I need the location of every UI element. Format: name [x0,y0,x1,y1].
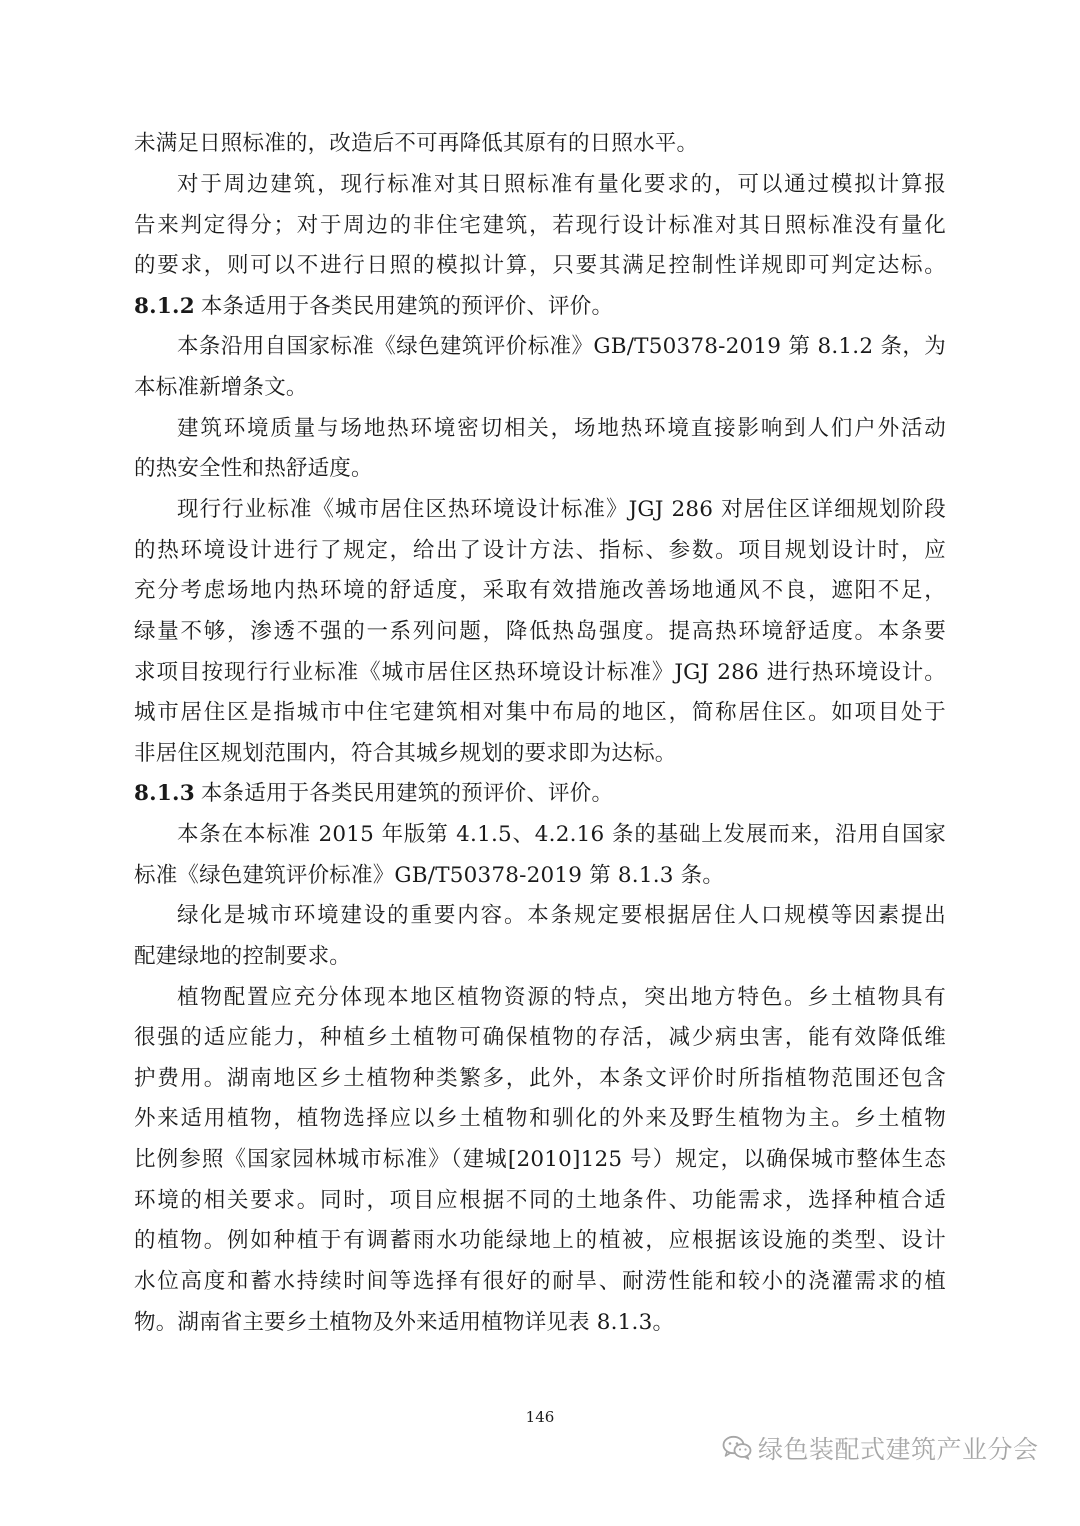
wechat-icon [722,1435,752,1461]
text-line: 城市居住区是指城市中住宅建筑相对集中布局的地区，简称居住区。如项目处于 [134,700,946,725]
text-line: 告来判定得分；对于周边的非住宅建筑，若现行设计标准对其日照标准没有量化 [134,213,946,238]
watermark-text: 绿色装配式建筑产业分会 [758,1435,1039,1464]
text-line: 本条沿用自国家标准《绿色建筑评价标准》GB/T50378-2019 第 8.1.2 条，为 [177,334,946,359]
text-line: 植物配置应充分体现本地区植物资源的特点，突出地方特色。乡土植物具有 [177,985,946,1010]
text-line: 标准《绿色建筑评价标准》GB/T50378-2019 第 8.1.3 条。 [134,863,725,888]
text-line: 外来适用植物，植物选择应以乡土植物和驯化的外来及野生植物为主。乡土植物 [134,1106,946,1131]
text-line: 本标准新增条文。 [134,375,308,400]
text-line: 的要求，则可以不进行日照的模拟计算，只要其满足控制性详规即可判定达标。 [134,253,946,278]
text-line: 绿化是城市环境建设的重要内容。本条规定要根据居住人口规模等因素提出 [177,903,946,928]
clause-text: 本条适用于各类民用建筑的预评价、评价。 [200,781,614,806]
text-line: 比例参照《国家园林城市标准》（建城[2010]125 号）规定，以确保城市整体生态 [134,1147,946,1172]
text-line: 对于周边建筑，现行标准对其日照标准有量化要求的，可以通过模拟计算报 [177,172,946,197]
text-line: 本条在本标准 2015 年版第 4.1.5、4.2.16 条的基础上发展而来，沿用自国家 [177,822,946,847]
text-line: 的植物。例如种植于有调蓄雨水功能绿地上的植被，应根据该设施的类型、设计 [134,1228,946,1253]
text-line: 的热环境设计进行了规定，给出了设计方法、指标、参数。项目规划设计时，应 [134,538,946,563]
text-line: 配建绿地的控制要求。 [134,944,352,969]
page-number: 146 [525,1408,555,1426]
text-line: 的热安全性和热舒适度。 [134,456,373,481]
text-line: 非居住区规划范围内，符合其城乡规划的要求即为达标。 [134,741,677,766]
clause-number: 8.1.3 [134,781,195,806]
text-line: 护费用。湖南地区乡土植物种类繁多，此外，本条文评价时所指植物范围还包含 [134,1066,946,1091]
clause-number: 8.1.2 [134,294,195,319]
text-line: 水位高度和蓄水持续时间等选择有很好的耐旱、耐涝性能和较小的浇灌需求的植 [134,1269,946,1294]
text-line: 建筑环境质量与场地热环境密切相关，场地热环境直接影响到人们户外活动 [177,416,946,441]
text-line: 很强的适应能力，种植乡土植物可确保植物的存活，减少病虫害，能有效降低维 [134,1025,946,1050]
watermark [722,1428,1039,1468]
text-line: 充分考虑场地内热环境的舒适度，采取有效措施改善场地通风不良，遮阳不足， [134,578,946,603]
text-line: 物。湖南省主要乡土植物及外来适用植物详见表 8.1.3。 [134,1310,675,1335]
clause-heading-8-1-2 [134,292,946,322]
text-line: 现行行业标准《城市居住区热环境设计标准》JGJ 286 对居住区详细规划阶段 [177,497,946,522]
clause-text: 本条适用于各类民用建筑的预评价、评价。 [200,294,614,319]
text-line: 环境的相关要求。同时，项目应根据不同的土地条件、功能需求，选择种植合适 [134,1188,946,1213]
text-line: 求项目按现行行业标准《城市居住区热环境设计标准》JGJ 286 进行热环境设计。 [134,660,946,685]
text-line: 未满足日照标准的，改造后不可再降低其原有的日照水平。 [134,131,699,156]
clause-heading-8-1-3 [134,779,946,809]
text-line: 绿量不够，渗透不强的一系列问题，降低热岛强度。提高热环境舒适度。本条要 [134,619,946,644]
